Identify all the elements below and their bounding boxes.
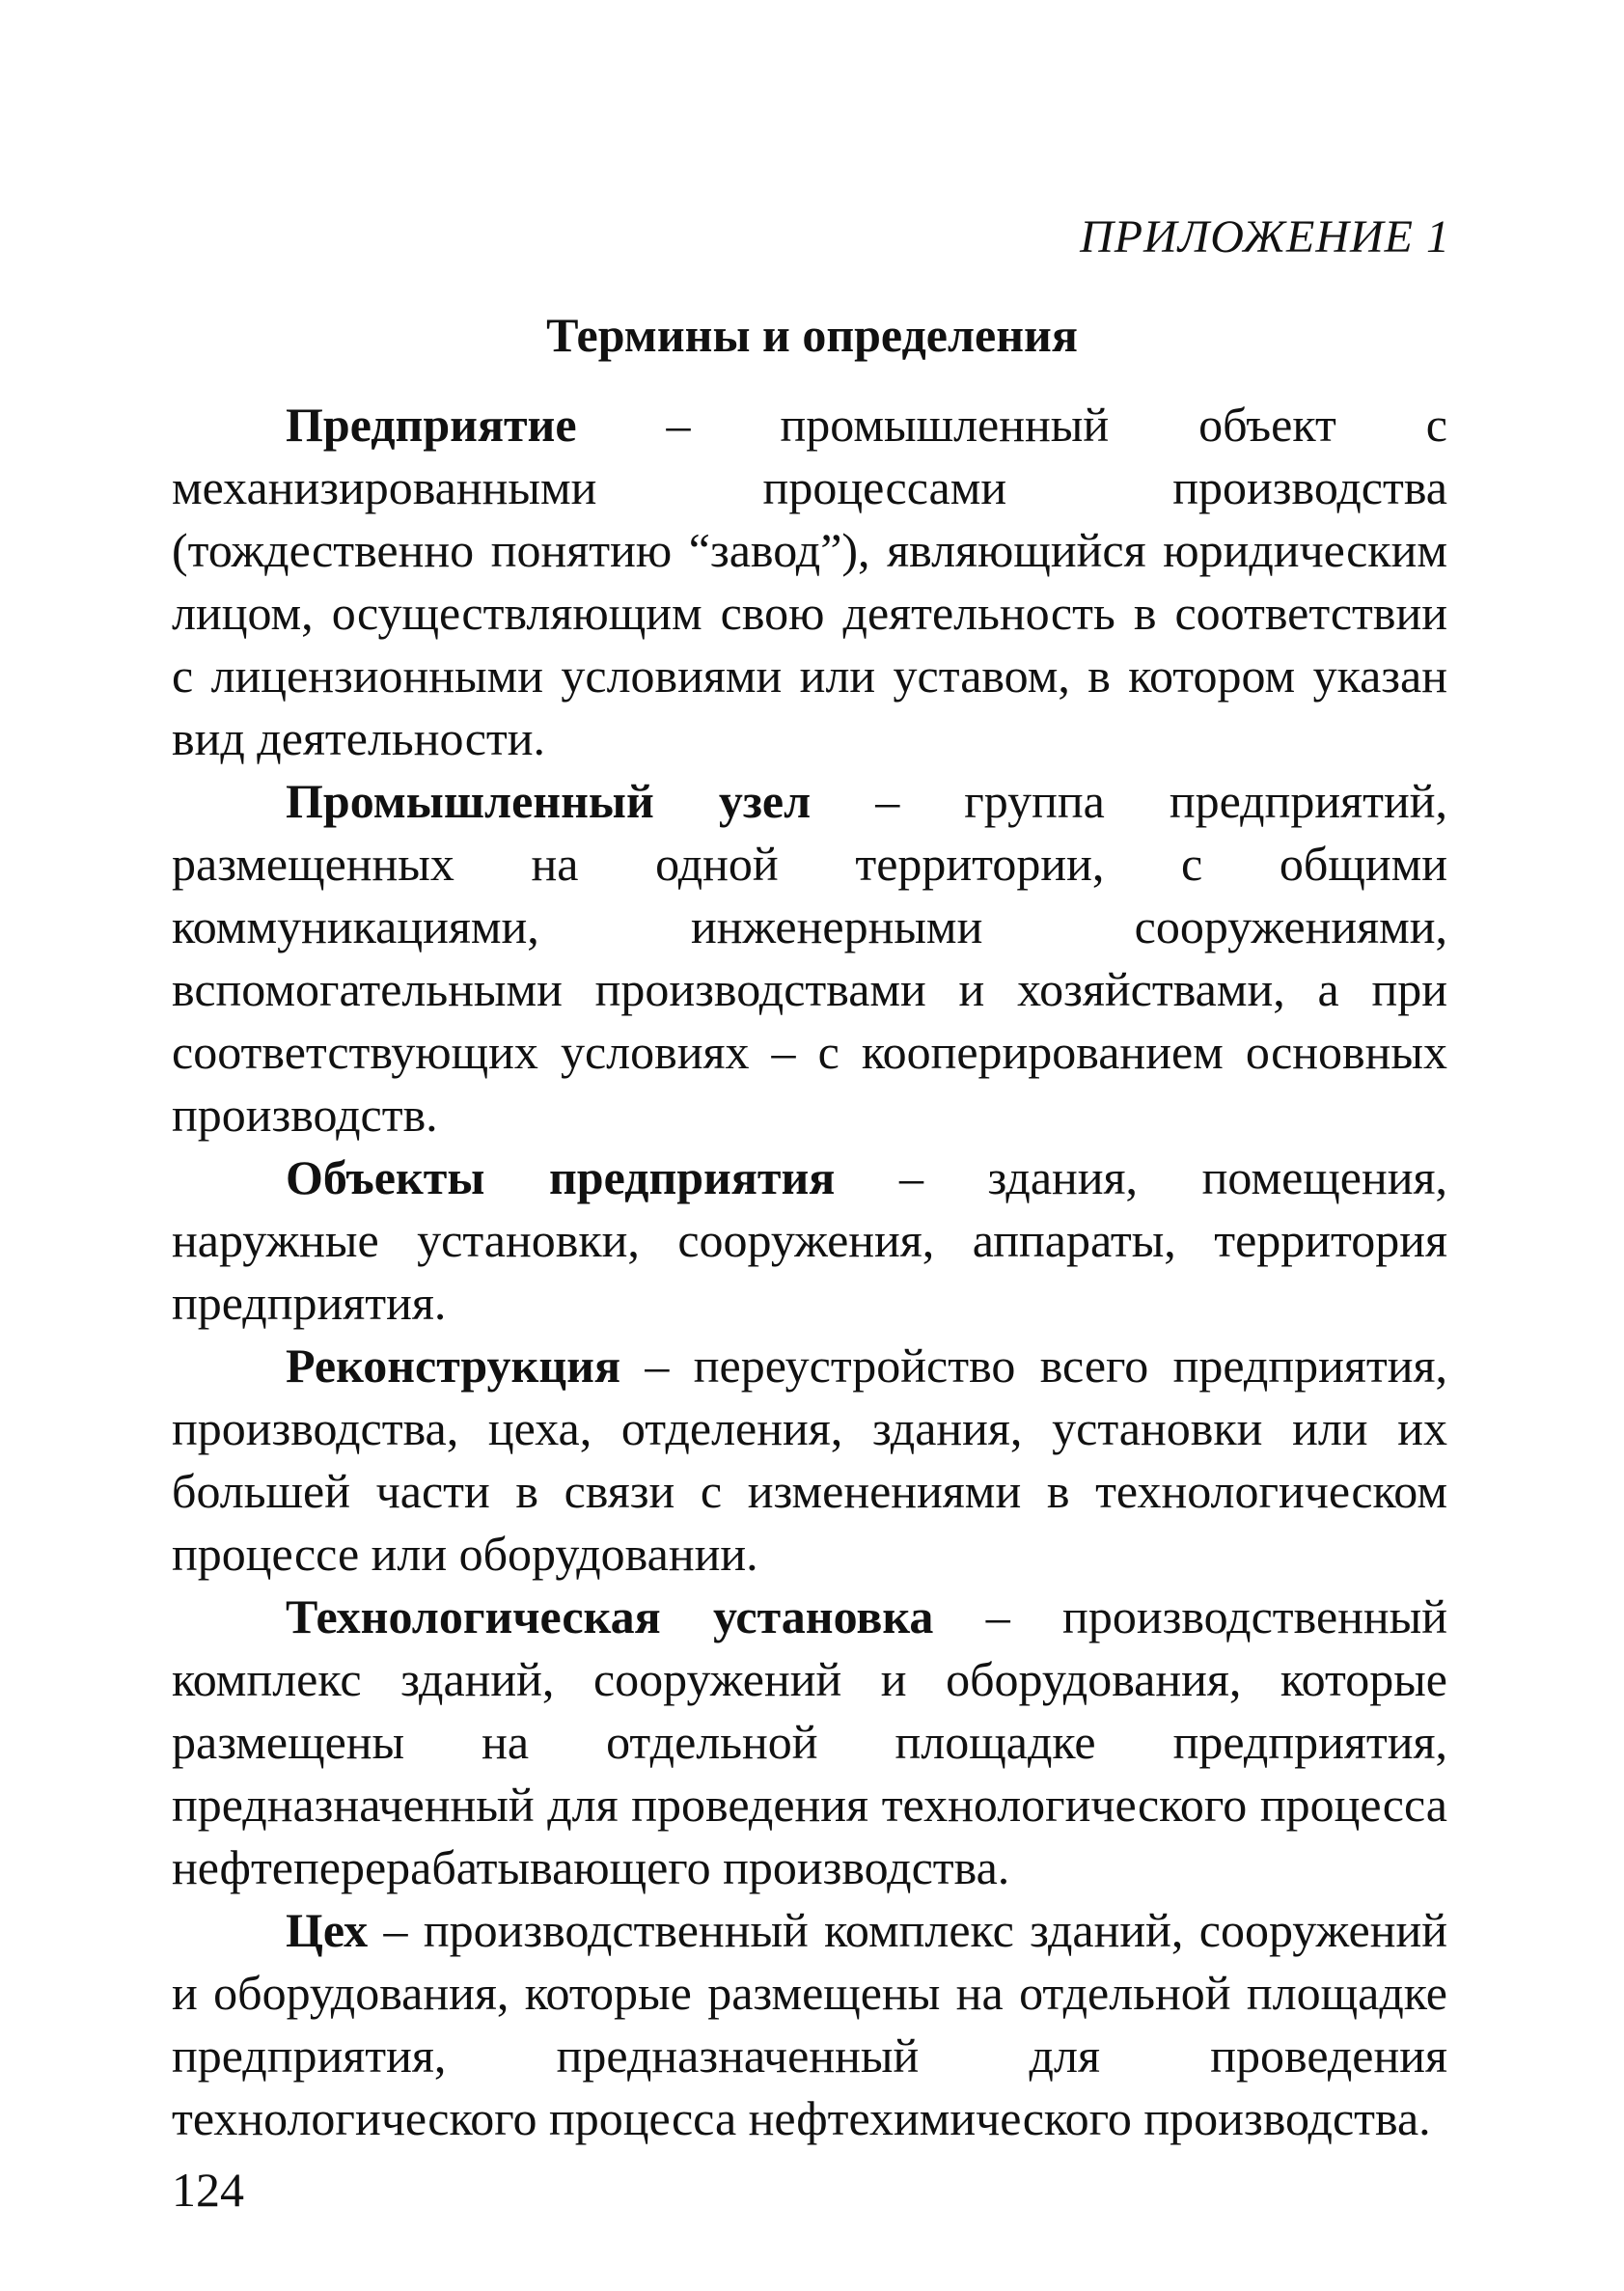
definition-paragraph <box>172 1899 1447 2150</box>
term-definition: – здания, помещения, наружные установки, сооружения, аппараты, территория предприятия. <box>172 1150 1447 1330</box>
term-name: Реконструкция <box>286 1339 621 1393</box>
definition-paragraph <box>172 1335 1447 1586</box>
term-definition: – промышленный объект с механизированными процессами производства (тождественно понятию “завод”), являющийся юридическим лицом, осуществляющим свою деятельность в соответствии с лицензионными условиями или уставом, в котором указан вид деятельности. <box>172 398 1447 765</box>
definitions-list <box>172 394 1447 2150</box>
term-name: Предприятие <box>286 398 577 452</box>
page-number: 124 <box>172 2163 244 2217</box>
definition-paragraph <box>172 394 1447 770</box>
term-name: Технологическая установка <box>286 1589 934 1643</box>
term-definition: – переустройство всего предприятия, производства, цеха, отделения, здания, установки или их большей части в связи с изменениями в технологическом процессе или оборудовании. <box>172 1339 1447 1581</box>
term-name: Промышленный узел <box>286 774 812 828</box>
term-definition: – производственный комплекс зданий, сооружений и оборудования, которые размещены на отдельной площадке предприятия, предназначенный для проведения технологического процесса нефтехимического производства. <box>172 1903 1447 2145</box>
term-name: Цех <box>286 1903 369 1957</box>
section-title: Термины и определения <box>546 308 1078 362</box>
term-definition: – производственный комплекс зданий, сооружений и оборудования, которые размещены на отдельной площадке предприятия, предназначенный для проведения технологического процесса нефтеперерабатывающего производства. <box>172 1589 1448 1894</box>
term-definition: – группа предприятий, размещенных на одной территории, с общими коммуникациями, инженерными сооружениями, вспомогательными производствами и хозяйствами, а при соответствующих условиях – с кооперированием основных производств. <box>172 774 1447 1142</box>
term-name: Объекты предприятия <box>286 1150 836 1204</box>
definition-paragraph <box>172 1146 1447 1335</box>
definition-paragraph <box>172 770 1447 1146</box>
appendix-label: ПРИЛОЖЕНИЕ 1 <box>1080 211 1450 262</box>
definition-paragraph <box>172 1586 1447 1899</box>
